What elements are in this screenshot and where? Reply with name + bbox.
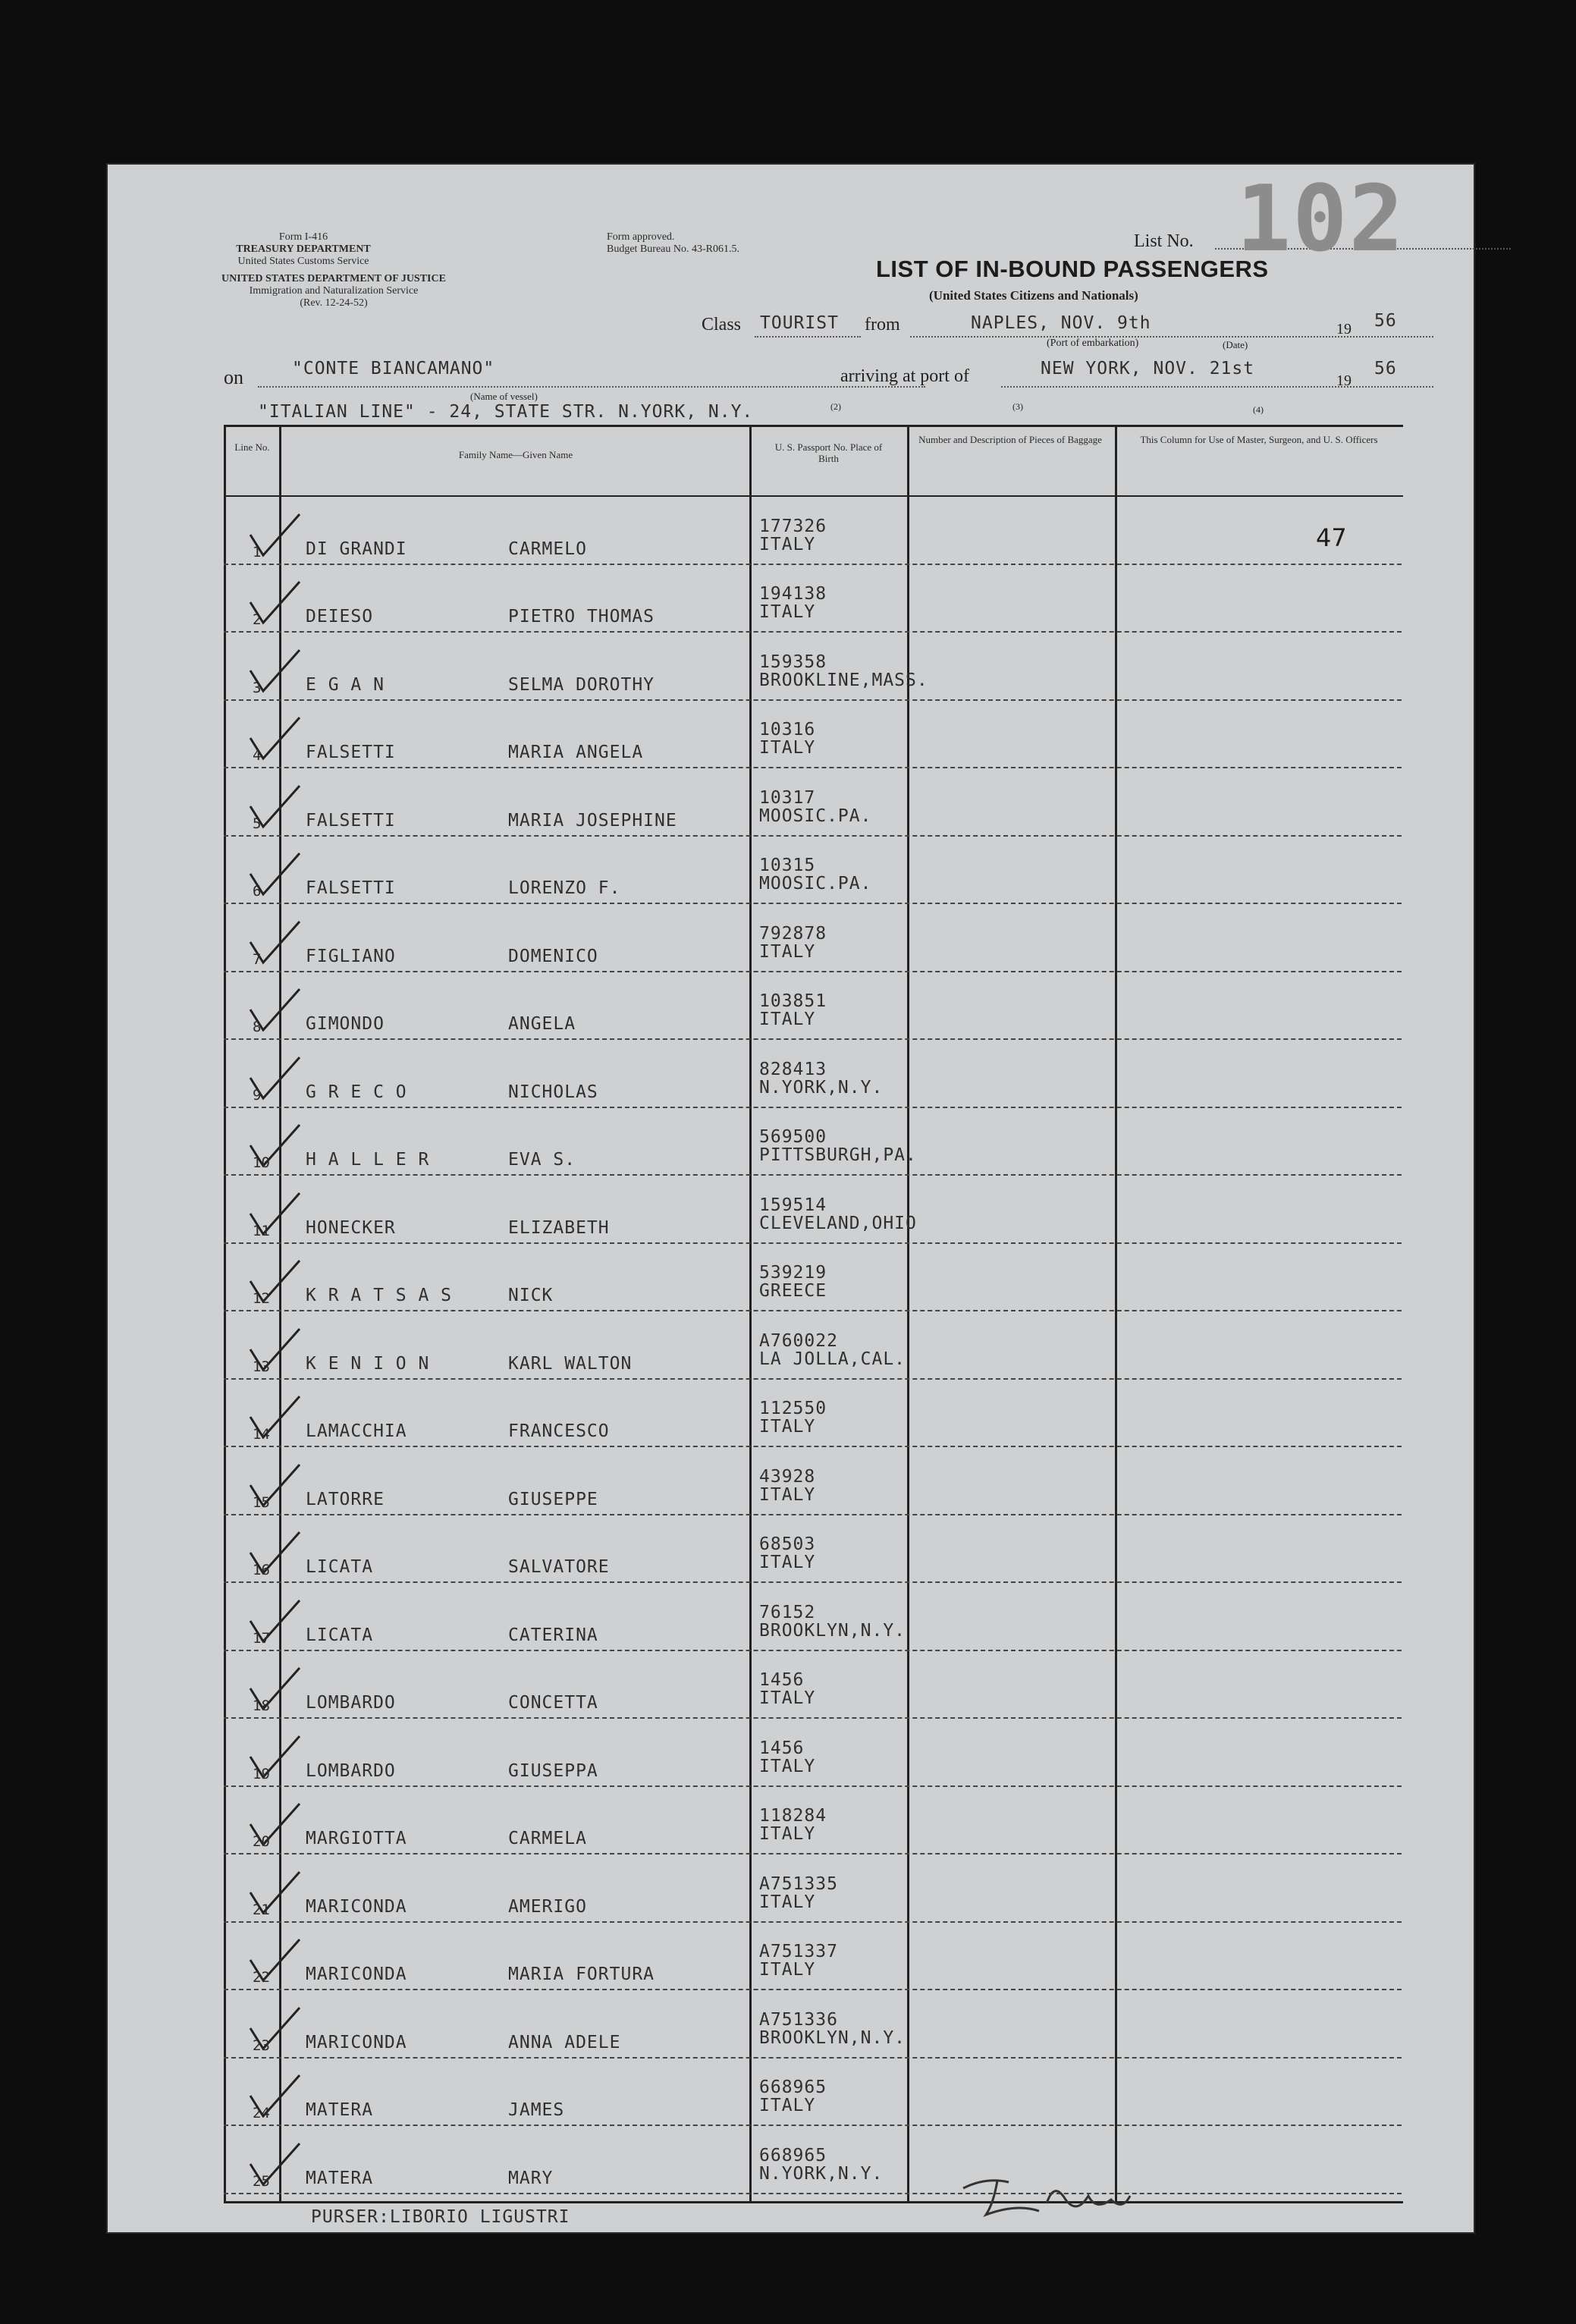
line-number: 14 <box>253 1426 270 1443</box>
place-of-birth: BROOKLINE,MASS. <box>759 670 928 690</box>
passport-number: 828413 <box>759 1059 827 1079</box>
place-of-birth: N.YORK,N.Y. <box>759 1077 884 1098</box>
place-of-birth: BROOKLYN,N.Y. <box>759 1620 906 1641</box>
family-name: DI GRANDI <box>306 539 407 559</box>
given-name: GIUSEPPE <box>508 1489 598 1509</box>
line-number: 1 <box>253 543 262 561</box>
line-number: 25 <box>253 2172 270 2190</box>
page-title: LIST OF IN-BOUND PASSENGERS <box>876 256 1269 282</box>
table-row <box>224 1311 1402 1380</box>
line-number: 22 <box>253 1969 270 1986</box>
revision: (Rev. 12-24-52) <box>300 297 368 309</box>
justice-dept: UNITED STATES DEPARTMENT OF JUSTICE <box>221 273 446 284</box>
family-name: LOMBARDO <box>306 1760 396 1781</box>
line-number: 20 <box>253 1833 270 1850</box>
col-header-officers: This Column for Use of Master, Surgeon, and U. S. Officers <box>1140 434 1378 445</box>
table-row <box>224 633 1402 701</box>
form-number: Form I-416 <box>278 231 328 243</box>
approval-block <box>607 231 804 256</box>
family-name: E G A N <box>306 674 385 695</box>
passport-number: 539219 <box>759 1263 827 1283</box>
family-name: MATERA <box>306 2100 374 2120</box>
ins-service: Immigration and Naturalization Service <box>249 285 419 297</box>
family-name: LICATA <box>306 1557 374 1577</box>
given-name: ELIZABETH <box>508 1217 610 1238</box>
given-name: JAMES <box>508 2100 565 2120</box>
given-name: PIETRO THOMAS <box>508 607 655 627</box>
place-of-birth: ITALY <box>759 2096 816 2115</box>
passport-number: 118284 <box>759 1806 827 1826</box>
family-name: MARICONDA <box>306 1896 407 1917</box>
passport-number: 177326 <box>759 516 827 536</box>
place-of-birth: LA JOLLA,CAL. <box>759 1349 906 1369</box>
col-num-4: (4) <box>1253 404 1264 415</box>
col-header-passport: U. S. Passport No. Place of Birth <box>774 441 883 464</box>
place-of-birth: BROOKLYN,N.Y. <box>759 2027 906 2048</box>
passport-number: 792878 <box>759 923 827 944</box>
place-of-birth: ITALY <box>759 1892 816 1912</box>
line-number: 5 <box>253 815 262 832</box>
line-number: 24 <box>253 2105 270 2121</box>
family-name: K R A T S A S <box>306 1286 453 1305</box>
vessel-name: "CONTE BIANCAMANO" <box>292 359 495 378</box>
table-row <box>224 565 1402 633</box>
on-label: on <box>224 366 243 388</box>
table-row <box>224 1380 1402 1448</box>
table-row <box>224 1244 1402 1312</box>
arrival-value: NEW YORK, NOV. 21st <box>1041 359 1255 378</box>
family-name: MATERA <box>306 2168 374 2188</box>
family-name: MARGIOTTA <box>306 1829 407 1848</box>
passport-number: 103851 <box>759 991 827 1011</box>
passport-number: 194138 <box>759 584 827 604</box>
line-number: 23 <box>253 2037 270 2054</box>
given-name: CARMELA <box>508 1829 587 1848</box>
col-header-name: Family Name—Given Name <box>458 449 573 460</box>
form-id-block <box>205 231 402 268</box>
line-number: 4 <box>253 747 262 764</box>
passport-number: 68503 <box>759 1534 816 1554</box>
handwritten-initials <box>956 2158 1274 2230</box>
table-row <box>224 1515 1402 1584</box>
line-number: 13 <box>253 1358 270 1375</box>
passport-number: A751337 <box>759 1942 838 1961</box>
place-of-birth: N.YORK,N.Y. <box>759 2163 884 2184</box>
table-row <box>224 1990 1402 2059</box>
col-header-baggage: Number and Description of Pieces of Baggage <box>918 434 1102 445</box>
passport-number: 159514 <box>759 1195 827 1215</box>
passport-number: 76152 <box>759 1602 816 1622</box>
table-row <box>224 972 1402 1041</box>
given-name: CONCETTA <box>508 1693 598 1713</box>
passport-number: A751335 <box>759 1873 838 1894</box>
table-row <box>224 1108 1402 1176</box>
line-number: 8 <box>253 1019 262 1035</box>
passport-number: 668965 <box>759 2145 827 2165</box>
family-name: DEIESO <box>306 607 374 627</box>
place-of-birth: CLEVELAND,OHIO <box>759 1213 917 1233</box>
year-2: 56 <box>1374 359 1397 378</box>
line-number: 15 <box>253 1493 270 1511</box>
given-name: ANGELA <box>508 1014 576 1034</box>
passenger-table <box>224 425 1403 2203</box>
line-number: 3 <box>253 679 262 696</box>
passport-number: 1456 <box>759 1670 805 1690</box>
line-number: 6 <box>253 883 262 900</box>
passport-number: 668965 <box>759 2077 827 2097</box>
table-row <box>224 497 1402 565</box>
family-name: FIGLIANO <box>306 946 396 966</box>
given-name: AMERIGO <box>508 1896 587 1917</box>
passport-number: 10316 <box>759 720 816 740</box>
line-number: 10 <box>253 1154 270 1171</box>
place-of-birth: PITTSBURGH,PA. <box>759 1145 917 1165</box>
manifest-sheet <box>106 163 1475 2234</box>
place-of-birth: MOOSIC.PA. <box>759 806 872 826</box>
place-of-birth: ITALY <box>759 1553 816 1572</box>
place-of-birth: ITALY <box>759 602 816 622</box>
justice-block <box>212 273 455 309</box>
family-name: FALSETTI <box>306 810 396 831</box>
family-name: FALSETTI <box>306 743 396 762</box>
line-number: 16 <box>253 1562 270 1578</box>
line-number: 21 <box>253 1901 270 1918</box>
budget-bureau: Budget Bureau No. 43-R061.5. <box>607 243 739 255</box>
line-number: 19 <box>253 1765 270 1782</box>
table-row <box>224 1651 1402 1719</box>
given-name: EVA S. <box>508 1150 576 1170</box>
given-name: KARL WALTON <box>508 1353 633 1374</box>
line-number: 9 <box>253 1086 262 1104</box>
family-name: LAMACCHIA <box>306 1421 407 1441</box>
given-name: MARIA JOSEPHINE <box>508 810 677 831</box>
given-name: SELMA DOROTHY <box>508 674 655 695</box>
table-row <box>224 837 1402 905</box>
given-name: FRANCESCO <box>508 1421 610 1441</box>
given-name: GIUSEPPA <box>508 1760 598 1781</box>
given-name: SALVATORE <box>508 1557 610 1577</box>
from-label: from <box>865 315 900 334</box>
given-name: MARIA FORTURA <box>508 1964 655 1984</box>
table-row <box>224 1583 1402 1651</box>
embarkation-label: (Port of embarkation) <box>1047 338 1139 349</box>
family-name: MARICONDA <box>306 2032 407 2052</box>
passport-number: A760022 <box>759 1330 838 1351</box>
date-label: (Date) <box>1223 339 1248 350</box>
place-of-birth: ITALY <box>759 1010 816 1029</box>
given-name: LORENZO F. <box>508 878 621 898</box>
passport-number: 112550 <box>759 1399 827 1418</box>
line-number: 2 <box>253 611 262 628</box>
table-row <box>224 1923 1402 1991</box>
line-number: 18 <box>253 1697 270 1714</box>
table-row <box>224 701 1402 769</box>
place-of-birth: ITALY <box>759 534 816 554</box>
given-name: NICK <box>508 1286 554 1305</box>
place-of-birth: GREECE <box>759 1281 827 1301</box>
place-of-birth: ITALY <box>759 941 816 962</box>
passport-number: 569500 <box>759 1127 827 1147</box>
vessel-label: (Name of vessel) <box>470 391 538 402</box>
table-row <box>224 2059 1402 2127</box>
place-of-birth: ITALY <box>759 1417 816 1437</box>
place-of-birth: ITALY <box>759 1688 816 1708</box>
table-row <box>224 768 1402 837</box>
passport-number: 43928 <box>759 1466 816 1487</box>
purser-signature: PURSER:LIBORIO LIGUSTRI <box>311 2207 570 2227</box>
family-name: HONECKER <box>306 1217 396 1238</box>
table-row <box>224 1719 1402 1787</box>
passport-number: 1456 <box>759 1738 805 1758</box>
year-1: 56 <box>1374 311 1397 331</box>
officer-note-47: 47 <box>1316 523 1347 552</box>
given-name: NICHOLAS <box>508 1082 598 1102</box>
table-row <box>224 1854 1402 1923</box>
line-address: "ITALIAN LINE" - 24, STATE STR. N.YORK, N.Y. <box>258 402 754 422</box>
given-name: CARMELO <box>508 539 587 559</box>
list-number: 102 <box>1236 167 1405 272</box>
place-of-birth: ITALY <box>759 1756 816 1776</box>
family-name: MARICONDA <box>306 1964 407 1984</box>
form-approved: Form approved. <box>607 231 675 243</box>
family-name: LOMBARDO <box>306 1693 396 1713</box>
place-of-birth: MOOSIC.PA. <box>759 874 872 893</box>
col-num-2: (2) <box>830 401 841 412</box>
table-row <box>224 1447 1402 1515</box>
table-row <box>224 1040 1402 1108</box>
given-name: MARY <box>508 2168 554 2188</box>
class-label: Class <box>702 315 742 334</box>
line-number: 17 <box>253 1629 270 1647</box>
given-name: CATERINA <box>508 1625 598 1645</box>
place-of-birth: ITALY <box>759 1824 816 1844</box>
family-name: GIMONDO <box>306 1014 385 1034</box>
year-prefix-2: 19 <box>1336 372 1352 389</box>
given-name: ANNA ADELE <box>508 2032 621 2052</box>
col-num-3: (3) <box>1012 401 1023 412</box>
passport-number: 159358 <box>759 652 827 672</box>
family-name: H A L L E R <box>306 1150 430 1170</box>
family-name: LATORRE <box>306 1489 385 1509</box>
table-row <box>224 904 1402 972</box>
page-subtitle: (United States Citizens and Nationals) <box>929 288 1138 303</box>
treasury-dept: TREASURY DEPARTMENT <box>236 243 371 255</box>
place-of-birth: ITALY <box>759 1484 816 1505</box>
line-number: 12 <box>253 1290 270 1307</box>
table-row <box>224 1787 1402 1855</box>
given-name: DOMENICO <box>508 946 598 966</box>
from-value: NAPLES, NOV. 9th <box>971 313 1151 333</box>
passport-number: A751336 <box>759 2009 838 2030</box>
place-of-birth: ITALY <box>759 738 816 758</box>
given-name: MARIA ANGELA <box>508 743 644 762</box>
col-header-line: Line No. <box>234 441 270 453</box>
passport-number: 10315 <box>759 856 816 875</box>
family-name: K E N I O N <box>306 1353 430 1374</box>
table-row <box>224 1176 1402 1244</box>
line-number: 11 <box>253 1222 270 1239</box>
arriving-label: arriving at port of <box>840 366 969 386</box>
family-name: FALSETTI <box>306 878 396 898</box>
family-name: LICATA <box>306 1625 374 1645</box>
customs-service: United States Customs Service <box>237 256 369 267</box>
place-of-birth: ITALY <box>759 1960 816 1980</box>
passport-number: 10317 <box>759 787 816 808</box>
family-name: G R E C O <box>306 1082 407 1102</box>
line-number: 7 <box>253 950 262 968</box>
year-prefix-1: 19 <box>1336 321 1352 338</box>
list-no-label: List No. <box>1134 231 1194 251</box>
class-value: TOURIST <box>760 313 839 333</box>
